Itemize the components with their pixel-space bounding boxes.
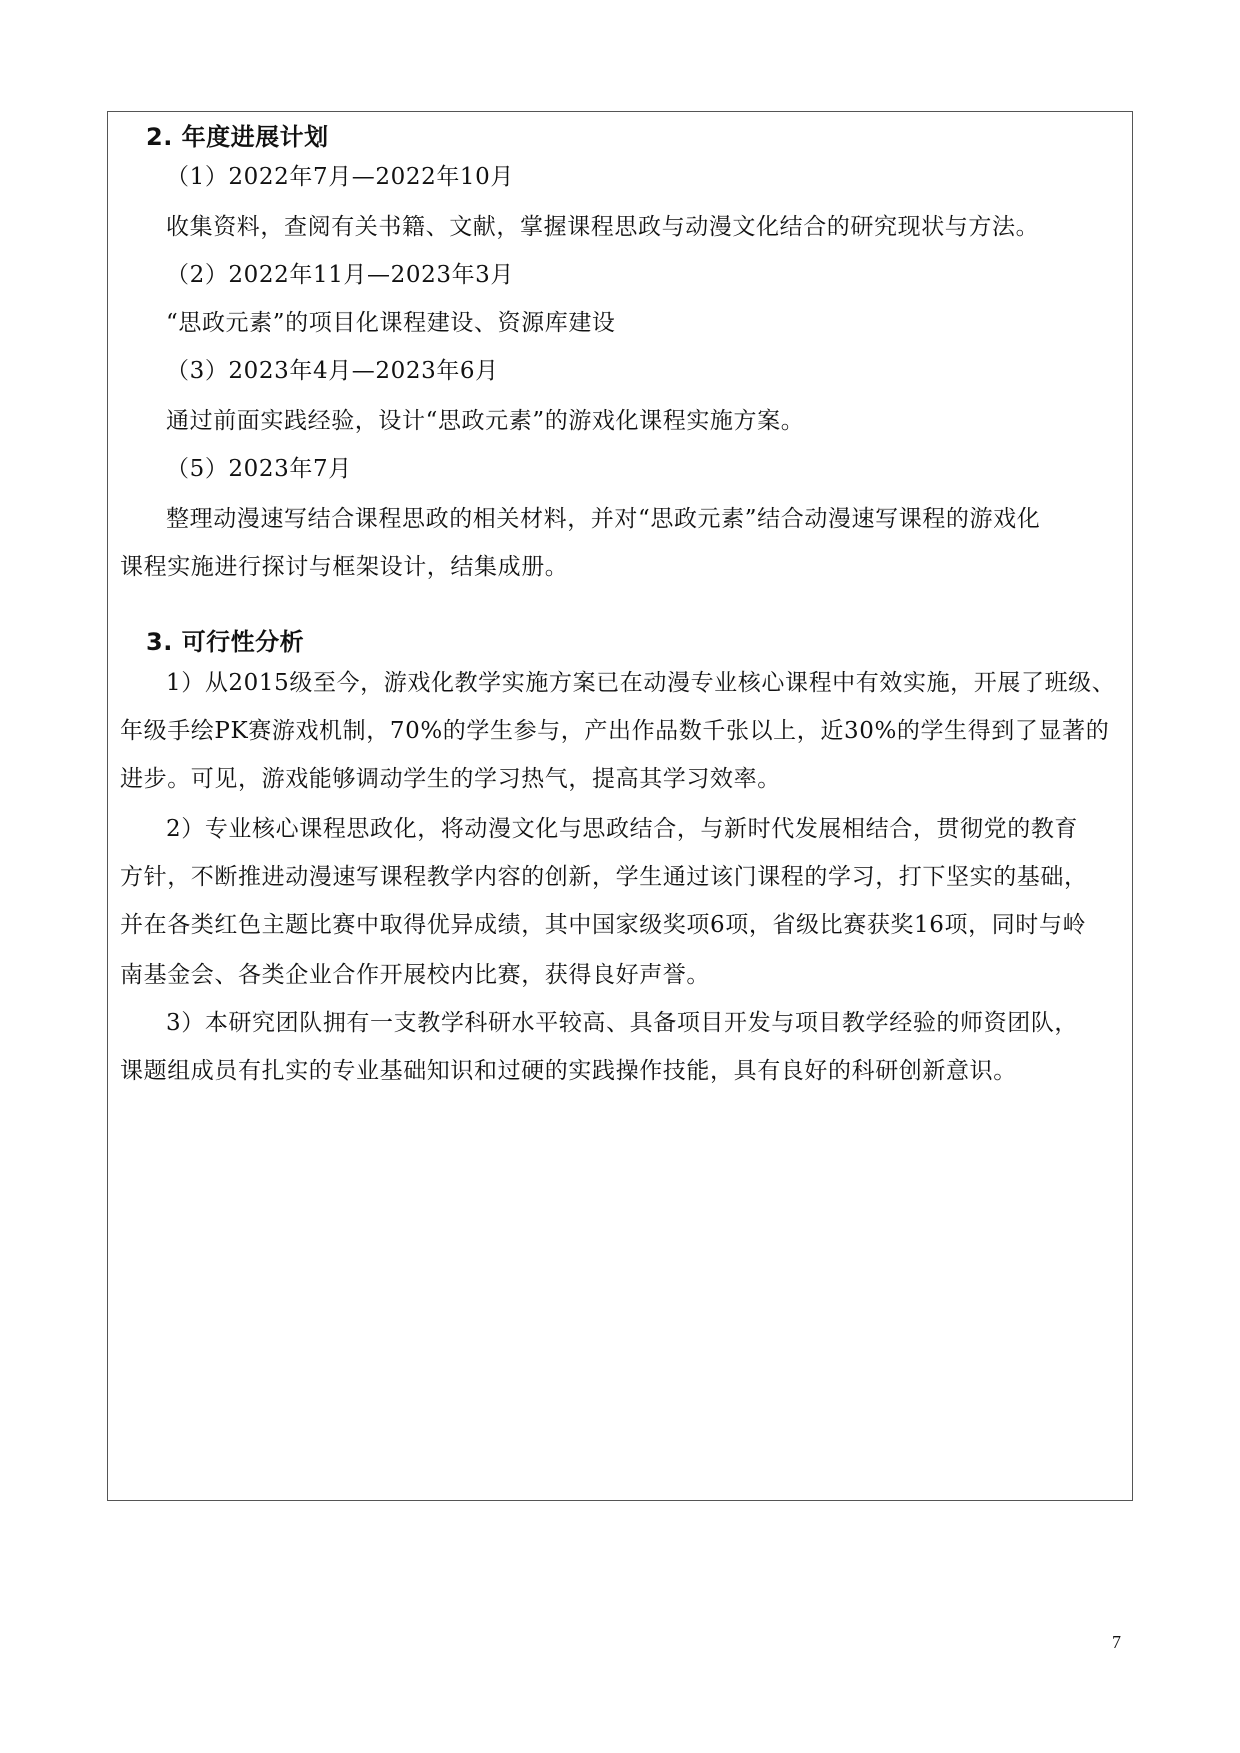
- paragraph-line: 年级手绘PK赛游戏机制，70%的学生参与，产出作品数千张以上，近30%的学生得到了显著的: [120, 718, 1110, 744]
- paragraph-line: 方针，不断推进动漫速写课程教学内容的创新，学生通过该门课程的学习，打下坚实的基础，: [120, 864, 1088, 890]
- section-heading-progress-plan: 2. 年度进展计划: [146, 123, 329, 151]
- phase-content: 收集资料，查阅有关书籍、文献，掌握课程思政与动漫文化结合的研究现状与方法。: [166, 214, 1040, 240]
- paragraph-line: 南基金会、各类企业合作开展校内比赛，获得良好声誉。: [120, 962, 710, 988]
- phase-period: （1）2022年7月—2022年10月: [166, 164, 514, 190]
- paragraph-line: 并在各类红色主题比赛中取得优异成绩，其中国家级奖项6项，省级比赛获奖16项，同时与岭: [120, 912, 1087, 938]
- phase-period: （5）2023年7月: [166, 456, 352, 482]
- phase-content-line: 整理动漫速写结合课程思政的相关材料，并对“思政元素”结合动漫速写课程的游戏化: [166, 506, 1041, 532]
- content-table-cell: [107, 111, 1133, 1501]
- phase-period: （3）2023年4月—2023年6月: [166, 358, 499, 384]
- section-heading-feasibility: 3. 可行性分析: [146, 628, 305, 656]
- paragraph-line: 3）本研究团队拥有一支教学科研水平较高、具备项目开发与项目教学经验的师资团队，: [166, 1010, 1079, 1036]
- phase-content: “思政元素”的项目化课程建设、资源库建设: [166, 310, 616, 336]
- phase-content: 通过前面实践经验，设计“思政元素”的游戏化课程实施方案。: [166, 408, 805, 434]
- paragraph-line: 课题组成员有扎实的专业基础知识和过硬的实践操作技能，具有良好的科研创新意识。: [120, 1058, 1017, 1084]
- phase-period: （2）2022年11月—2023年3月: [166, 262, 514, 288]
- paragraph-line: 1）从2015级至今，游戏化教学实施方案已在动漫专业核心课程中有效实施，开展了班级、: [166, 670, 1116, 696]
- page-number: 7: [1112, 1632, 1121, 1652]
- phase-content-line: 课程实施进行探讨与框架设计，结集成册。: [120, 554, 569, 580]
- paragraph-line: 2）专业核心课程思政化，将动漫文化与思政结合，与新时代发展相结合，贯彻党的教育: [166, 816, 1079, 842]
- paragraph-line: 进步。可见，游戏能够调动学生的学习热气，提高其学习效率。: [120, 766, 781, 792]
